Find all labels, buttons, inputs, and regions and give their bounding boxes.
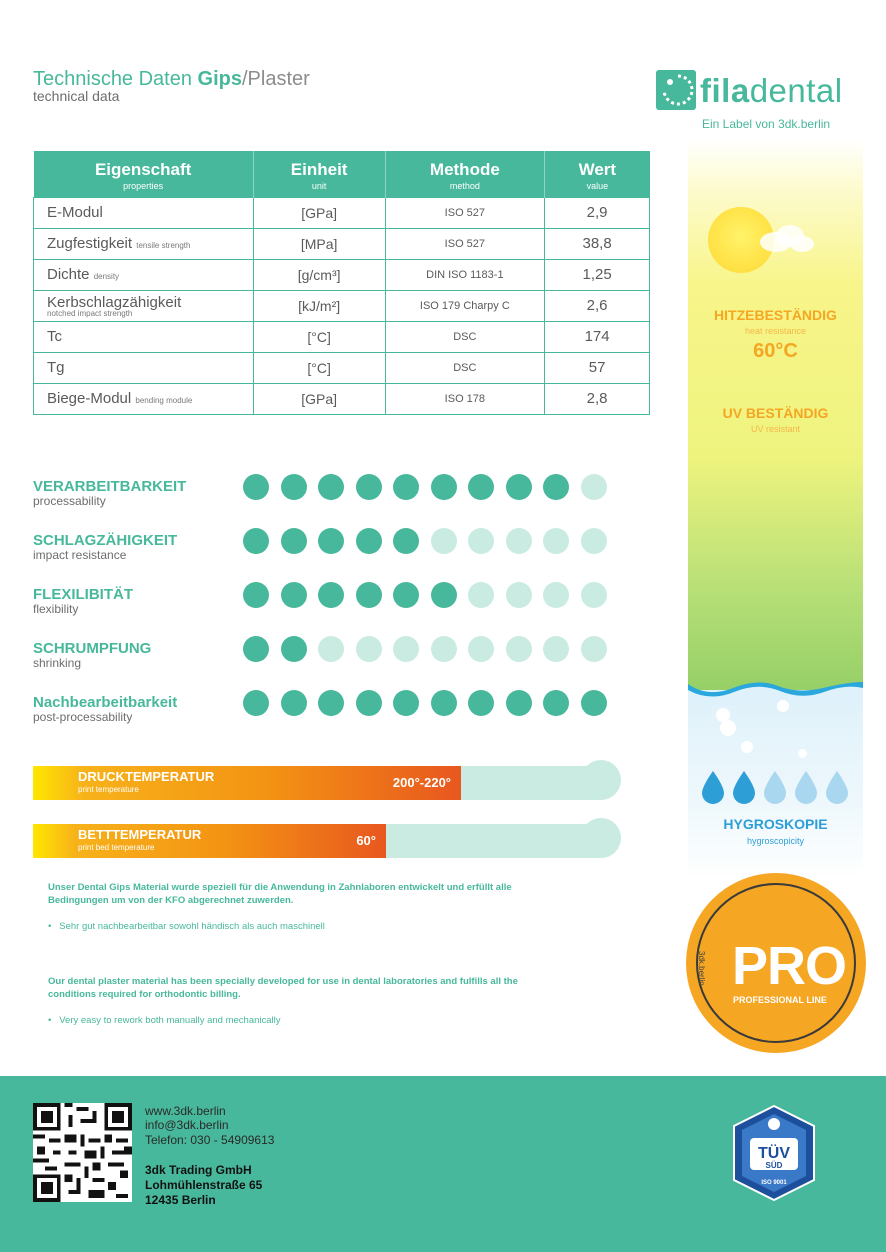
rating-dot-filled [318,474,344,500]
rating-dots [243,528,623,556]
description-en: Our dental plaster material has been specially developed for use in dental laboratories and fulfills all the conditions required for orthodontic billing. [48,976,518,1000]
water-drop-filled-icon [731,770,757,806]
rating-dot-filled [393,474,419,500]
property-unit: [GPa] [253,383,385,414]
bar-knob [581,818,621,858]
title-prefix: Technische Daten [33,68,198,90]
bar-value: 200°-220° [392,775,451,790]
rating-dot-empty [581,474,607,500]
bullet-en: • Very easy to rework both manually and mechanically [48,1015,281,1026]
rating-dots [243,690,623,718]
logo-mark-icon [656,70,696,110]
rating-label: Nachbearbeitbarkeit [33,694,178,711]
bubble-icon [720,720,736,736]
property-method: DSC [385,321,545,352]
rating-impact-resistance [33,532,633,572]
rating-dot-filled [243,636,269,662]
hygro-title: HYGROSKOPIE [723,816,828,832]
table-header-row [34,151,650,197]
property-unit: [g/cm³] [253,259,385,290]
rating-dot-filled [393,690,419,716]
logo-tagline: Ein Label von 3dk.berlin [702,117,831,131]
description-de: Unser Dental Gips Material wurde speziell für die Anwendung in Zahnlaboren entwickelt und erfüllt alle Bedingungen um von der KFO abgerechnet zuwerden. [48,882,512,906]
tuv-name: TÜV [758,1145,790,1162]
cloud-icon [756,222,816,254]
qr-code-icon [33,1103,132,1202]
water-drop-empty-icon [762,770,788,806]
wave-icon [688,676,863,706]
filadental-logo [656,70,846,112]
table-row [34,259,650,290]
logo-fila: fila [700,72,750,109]
footer [0,1076,886,1252]
property-method: DIN ISO 1183-1 [385,259,545,290]
rating-dot-empty [468,636,494,662]
rating-dot-empty [506,582,532,608]
page-subtitle: technical data [33,88,120,104]
property-method: ISO 527 [385,197,545,228]
table-row [34,290,650,321]
property-name: Biege-Modul bending module [34,383,254,414]
uv-sub: UV resistant [750,424,801,434]
heat-title: HITZEBESTÄNDIG [714,307,837,323]
bar-sublabel: print temperature [78,785,139,794]
rating-dot-filled [356,690,382,716]
rating-dot-empty [506,528,532,554]
rating-label: FLEXILIBITÄT [33,586,133,603]
tuv-certification-logo [726,1104,822,1202]
property-method: ISO 178 [385,383,545,414]
rating-dot-empty [318,636,344,662]
rating-dots [243,582,623,610]
bed-temperature-bar [33,814,618,858]
property-value: 57 [545,352,650,383]
properties-table [33,151,650,415]
rating-sublabel: post-processability [33,710,133,724]
tuv-region: SÜD [765,1161,783,1170]
table-row [34,352,650,383]
header-property: Eigenschaft properties [34,151,254,197]
title-bold: Gips [197,68,242,90]
rating-dot-filled [543,690,569,716]
property-method: DSC [385,352,545,383]
uv-title: UV BESTÄNDIG [722,405,829,421]
property-name: Tg [34,352,254,383]
rating-dot-empty [506,636,532,662]
rating-dot-filled [281,474,307,500]
rating-dot-empty [543,582,569,608]
rating-label: VERARBEITBARKEIT [33,478,187,495]
property-value: 2,6 [545,290,650,321]
rating-flexibility [33,586,633,626]
footer-company: 3dk Trading GmbH [145,1163,252,1177]
rating-dot-empty [393,636,419,662]
footer-website[interactable]: www.3dk.berlin [145,1104,226,1118]
rating-dot-filled [318,582,344,608]
pro-text: PRO [732,936,847,996]
bar-knob [581,760,621,800]
rating-dot-filled [393,528,419,554]
hygroscopy-drops [700,770,860,810]
property-name: E-Modul [34,197,254,228]
footer-street: Lohmühlenstraße 65 [145,1178,263,1192]
rating-dot-filled [281,528,307,554]
rating-dot-filled [243,528,269,554]
footer-email[interactable]: info@3dk.berlin [145,1118,229,1132]
rating-dot-filled [243,690,269,716]
tuv-iso: ISO 9001 [761,1180,787,1186]
table-row [34,228,650,259]
header-unit: Einheit unit [253,151,385,197]
property-name: Tc [34,321,254,352]
footer-city: 12435 Berlin [145,1193,216,1207]
rating-sublabel: impact resistance [33,548,127,562]
property-value: 2,9 [545,197,650,228]
rating-dot-filled [243,474,269,500]
rating-dot-filled [543,474,569,500]
rating-dot-filled [468,690,494,716]
rating-dot-filled [431,690,457,716]
logo-dental: dental [749,72,843,109]
pro-badge [686,873,866,1053]
rating-dot-empty [468,582,494,608]
water-drop-empty-icon [793,770,819,806]
rating-dot-filled [506,474,532,500]
rating-dot-filled [281,636,307,662]
rating-sublabel: flexibility [33,602,79,616]
rating-sublabel: shrinking [33,656,82,670]
water-drop-filled-icon [700,770,726,806]
logo-wordmark [700,72,843,110]
hygro-sub: hygroscopicity [746,836,805,846]
rating-processability [33,478,633,518]
table-row [34,321,650,352]
bubble-icon [798,749,807,758]
bubble-icon [741,741,753,753]
property-name: Kerbschlagzähigkeit notched impact strength [34,290,254,321]
rating-dot-filled [243,582,269,608]
bubble-icon [777,700,789,712]
rating-post-processability [33,694,633,734]
rating-dot-empty [468,528,494,554]
rating-sublabel: processability [33,494,106,508]
bar-label: BETTTEMPERATUR [78,827,202,842]
header-method: Methode method [385,151,545,197]
print-temperature-bar [33,756,618,800]
rating-dot-filled [281,582,307,608]
rating-dot-filled [356,474,382,500]
heat-sub: heat resistance [744,326,807,336]
bar-value: 60° [356,833,376,848]
table-row [34,383,650,414]
property-unit: [°C] [253,352,385,383]
rating-dot-empty [543,636,569,662]
rating-dot-filled [356,528,382,554]
property-method: ISO 179 Charpy C [385,290,545,321]
rating-dot-filled [581,690,607,716]
water-drop-empty-icon [824,770,850,806]
table-row [34,197,650,228]
pro-line-text: PROFESSIONAL LINE [733,995,827,1005]
property-unit: [kJ/m²] [253,290,385,321]
property-value: 2,8 [545,383,650,414]
property-unit: [GPa] [253,197,385,228]
rating-dot-filled [318,528,344,554]
rating-dot-empty [581,582,607,608]
property-value: 174 [545,321,650,352]
property-value: 1,25 [545,259,650,290]
rating-dot-filled [506,690,532,716]
header-value: Wert value [545,151,650,197]
rating-dot-filled [393,582,419,608]
rating-dot-filled [318,690,344,716]
property-unit: [°C] [253,321,385,352]
property-unit: [MPa] [253,228,385,259]
property-value: 38,8 [545,228,650,259]
rating-dot-filled [468,474,494,500]
bar-sublabel: print bed temperature [78,843,155,852]
rating-dots [243,474,623,502]
rating-dots [243,636,623,664]
rating-dot-empty [356,636,382,662]
rating-shrinking [33,640,633,680]
rating-dot-empty [431,636,457,662]
rating-dot-filled [356,582,382,608]
pro-vertical-brand: 3dk.berlin [697,951,706,986]
rating-dot-filled [281,690,307,716]
rating-label: SCHRUMPFUNG [33,640,152,657]
bar-label: DRUCKTEMPERATUR [78,769,215,784]
title-suffix: /Plaster [242,68,310,90]
rating-dot-empty [581,636,607,662]
rating-dot-empty [431,528,457,554]
bullet-de: • Sehr gut nachbearbeitbar sowohl händisch als auch maschinell [48,921,325,932]
rating-label: SCHLAGZÄHIGKEIT [33,532,178,549]
rating-dot-empty [543,528,569,554]
footer-phone: Telefon: 030 - 54909613 [145,1133,275,1147]
property-name: Dichte density [34,259,254,290]
rating-dot-filled [431,582,457,608]
rating-dot-filled [431,474,457,500]
heat-value: 60°C [753,340,798,362]
pro-badge-ring [696,883,856,1043]
property-name: Zugfestigkeit tensile strength [34,228,254,259]
property-method: ISO 527 [385,228,545,259]
rating-dot-empty [581,528,607,554]
